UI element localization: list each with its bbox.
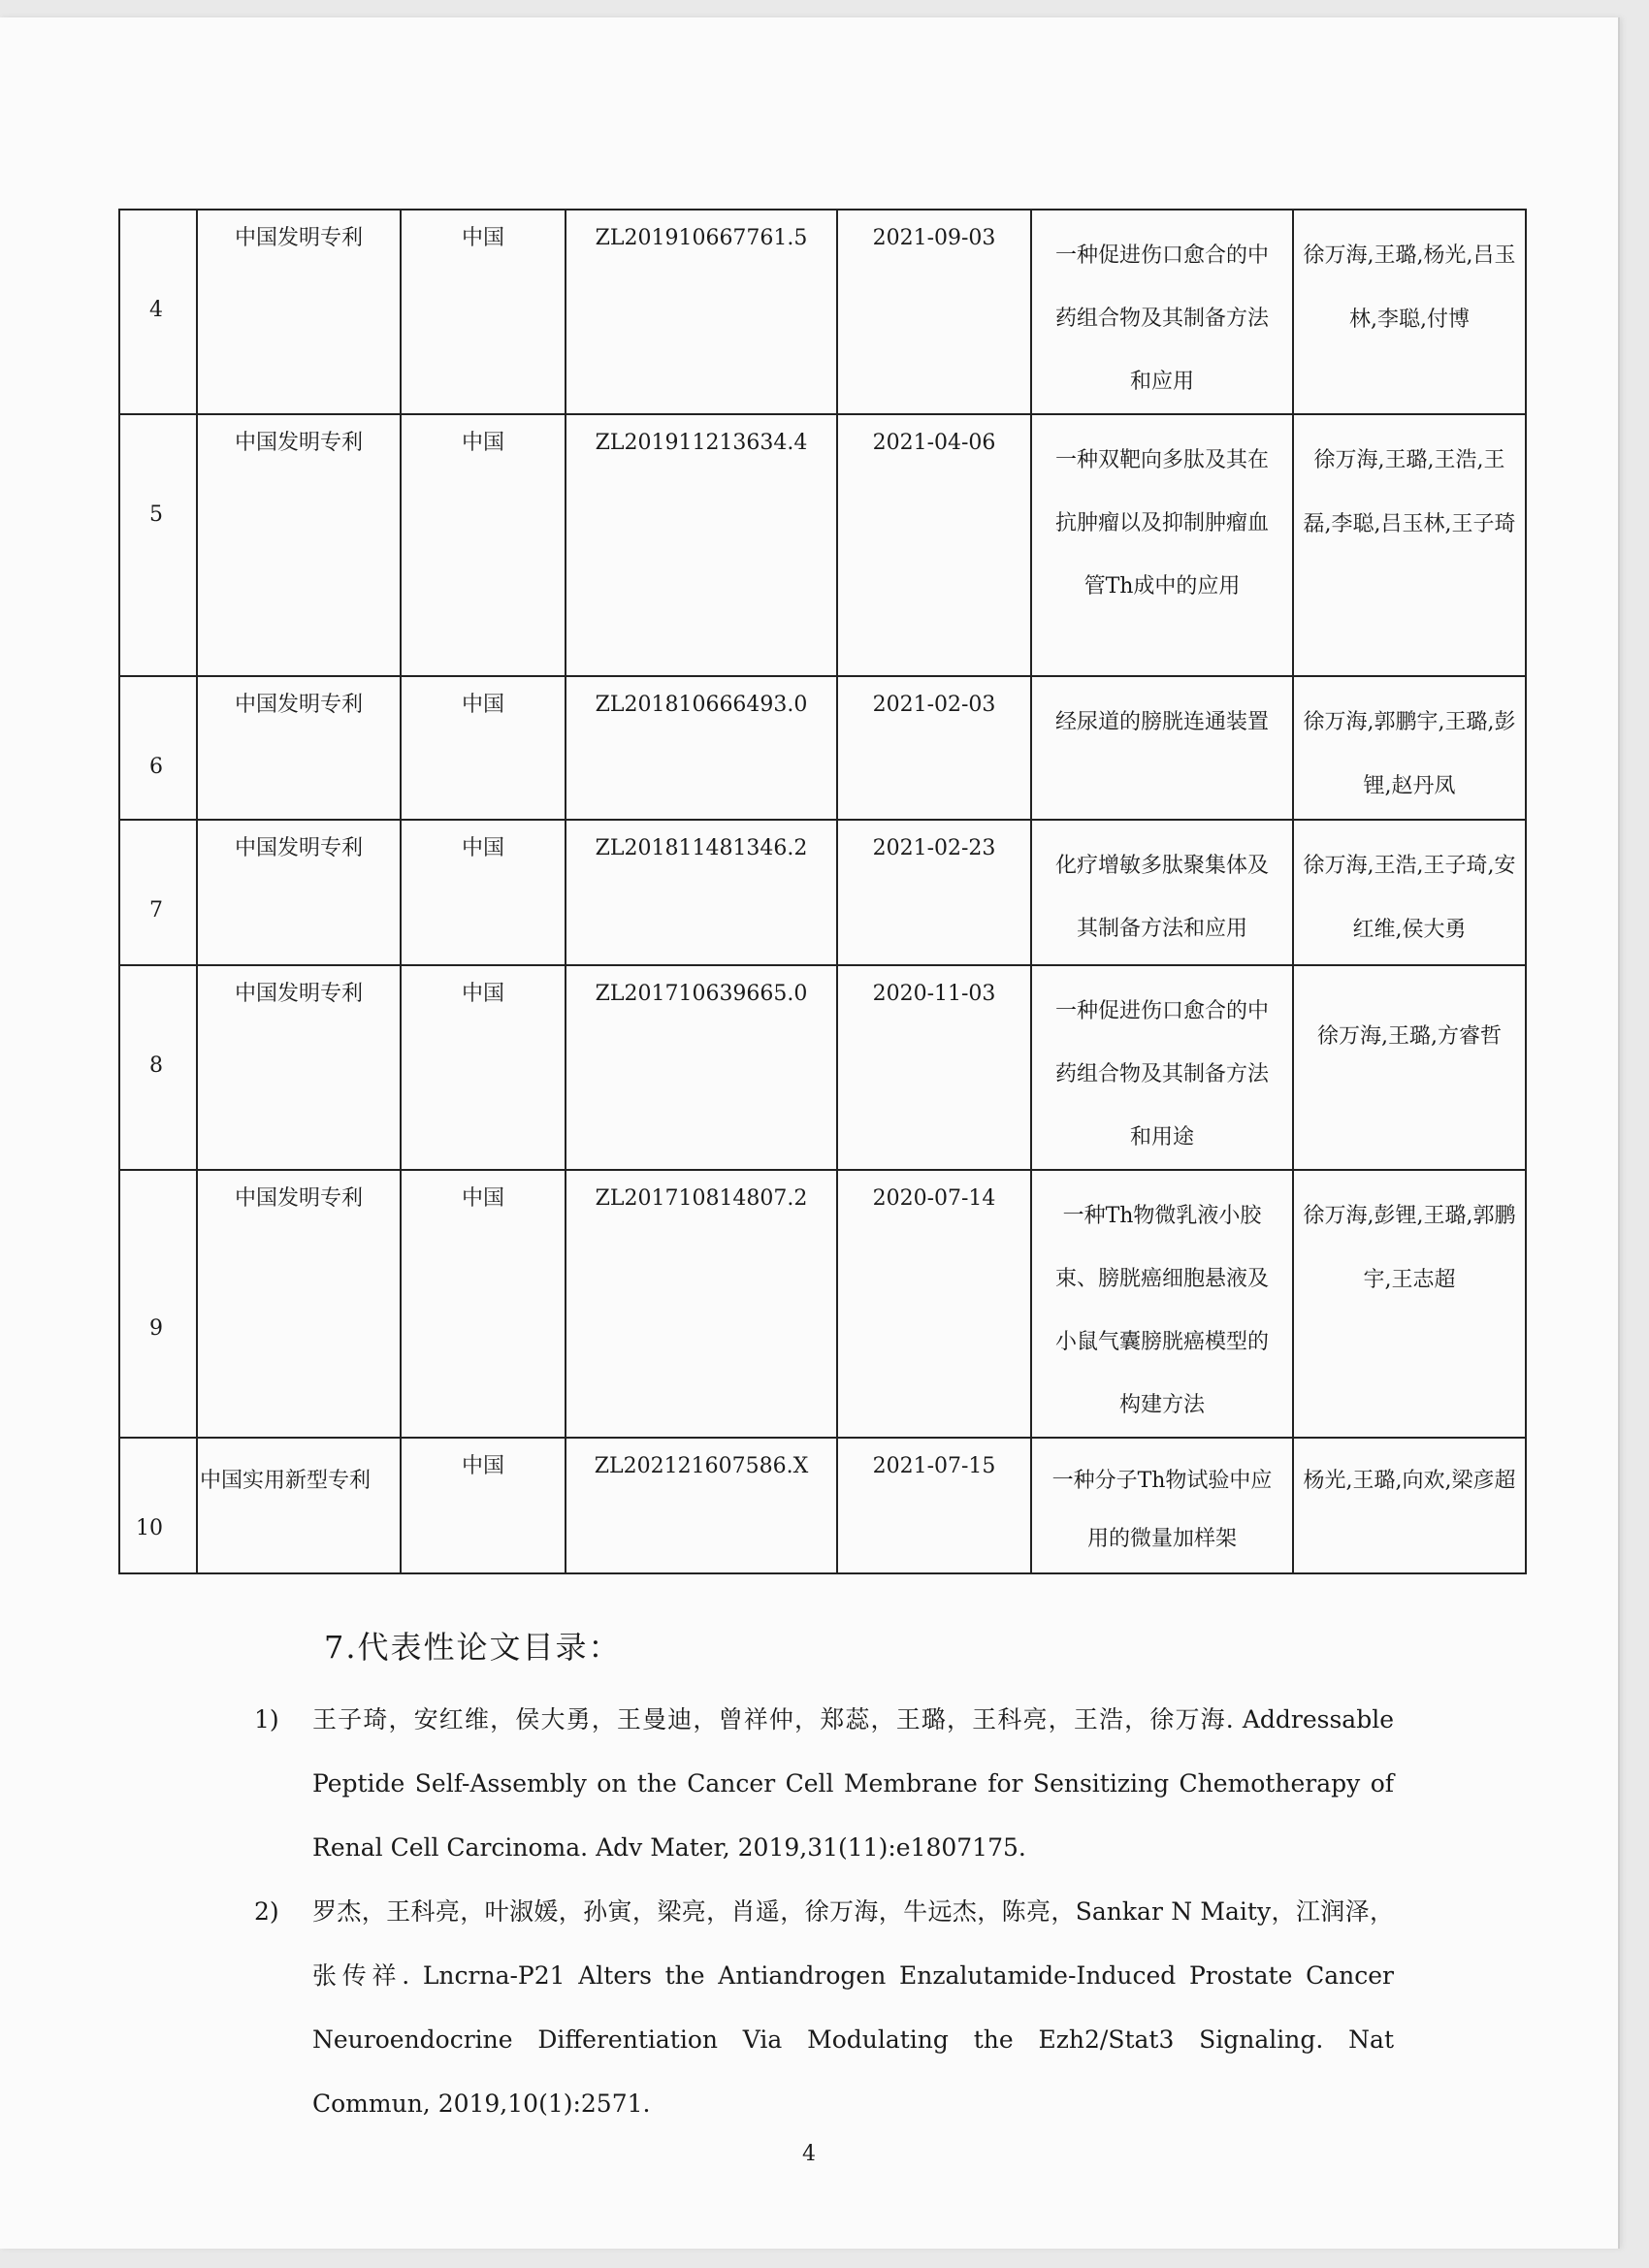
reference-list — [254, 1688, 1394, 2136]
table-row — [119, 1438, 1526, 1573]
reference-item — [254, 1688, 1394, 1880]
inventors-cell: 徐万海,王璐,王浩,王磊,李聪,吕玉林,王子琦 — [1293, 414, 1526, 676]
inventors-cell: 徐万海,郭鹏宇,王璐,彭锂,赵丹凤 — [1293, 676, 1526, 820]
patent-number-cell: ZL201911213634.4 — [566, 414, 837, 676]
patent-title-cell: 一种分子Th物试验中应用的微量加样架 — [1031, 1438, 1293, 1573]
grant-date-cell: 2021-07-15 — [837, 1438, 1031, 1573]
patent-type-cell: 中国发明专利 — [197, 820, 401, 965]
row-number-cell: 6 — [119, 676, 197, 820]
patent-type-cell: 中国发明专利 — [197, 414, 401, 676]
row-number-cell: 10 — [119, 1438, 197, 1573]
patent-title-cell: 一种促进伤口愈合的中药组合物及其制备方法和应用 — [1031, 210, 1293, 414]
inventors-cell: 徐万海,彭锂,王璐,郭鹏宇,王志超 — [1293, 1170, 1526, 1438]
table-row — [119, 820, 1526, 965]
row-number-cell: 5 — [119, 414, 197, 676]
document-page — [0, 17, 1620, 2249]
row-number-cell: 4 — [119, 210, 197, 414]
reference-item — [254, 1880, 1394, 2136]
patent-type-cell: 中国实用新型专利 — [197, 1438, 401, 1573]
table-row — [119, 1170, 1526, 1438]
patent-type-cell: 中国发明专利 — [197, 676, 401, 820]
reference-text: 王子琦，安红维，侯大勇，王曼迪，曾祥仲，郑蕊，王璐，王科亮，王浩，徐万海. Addressable Peptide Self-Assembly on the Cancer Cell Membrane for Sensitizing Chemotherapy of Renal Cell Carcinoma. Adv Mater, 2019,31(11):e1807175. — [312, 1705, 1394, 1862]
table-row — [119, 676, 1526, 820]
grant-date-cell: 2020-11-03 — [837, 965, 1031, 1170]
table-row — [119, 414, 1526, 676]
page-number: 4 — [802, 2142, 816, 2166]
grant-date-cell: 2021-02-23 — [837, 820, 1031, 965]
reference-number: 1) — [254, 1705, 279, 1733]
row-number-cell: 8 — [119, 965, 197, 1170]
country-cell: 中国 — [401, 965, 566, 1170]
inventors-cell: 徐万海,王璐,方睿哲 — [1293, 965, 1526, 1170]
grant-date-cell: 2021-04-06 — [837, 414, 1031, 676]
patent-table — [118, 209, 1527, 1574]
country-cell: 中国 — [401, 414, 566, 676]
row-number-cell: 9 — [119, 1170, 197, 1438]
patent-number-cell: ZL201910667761.5 — [566, 210, 837, 414]
section-title: 7.代表性论文目录： — [324, 1629, 622, 1666]
inventors-cell: 杨光,王璐,向欢,梁彦超 — [1293, 1438, 1526, 1573]
patent-number-cell: ZL201710639665.0 — [566, 965, 837, 1170]
patent-title-cell: 化疗增敏多肽聚集体及其制备方法和应用 — [1031, 820, 1293, 965]
patent-number-cell: ZL201810666493.0 — [566, 676, 837, 820]
patent-type-cell: 中国发明专利 — [197, 965, 401, 1170]
patent-title-cell: 一种Th物微乳液小胶束、膀胱癌细胞悬液及小鼠气囊膀胱癌模型的构建方法 — [1031, 1170, 1293, 1438]
row-number-cell: 7 — [119, 820, 197, 965]
patent-title-cell: 经尿道的膀胱连通装置 — [1031, 676, 1293, 820]
reference-number: 2) — [254, 1897, 279, 1926]
patent-type-cell: 中国发明专利 — [197, 1170, 401, 1438]
country-cell: 中国 — [401, 676, 566, 820]
patent-number-cell: ZL201710814807.2 — [566, 1170, 837, 1438]
patent-type-cell: 中国发明专利 — [197, 210, 401, 414]
patent-title-cell: 一种促进伤口愈合的中药组合物及其制备方法和用途 — [1031, 965, 1293, 1170]
patent-number-cell: ZL202121607586.X — [566, 1438, 837, 1573]
reference-text: 罗杰，王科亮，叶淑媛，孙寅，梁亮，肖遥，徐万海，牛远杰，陈亮，Sankar N Maity，江润泽，张传祥. Lncrna-P21 Alters the Antiandrogen Enzalutamide-Induced Prostate Cancer Neuroendocrine Differentiation Via Modulating the Ezh2/Stat3 Signaling. Nat Commun, 2019,10(1):2571. — [312, 1897, 1394, 2118]
grant-date-cell: 2021-09-03 — [837, 210, 1031, 414]
country-cell: 中国 — [401, 820, 566, 965]
patent-number-cell: ZL201811481346.2 — [566, 820, 837, 965]
inventors-cell: 徐万海,王浩,王子琦,安红维,侯大勇 — [1293, 820, 1526, 965]
country-cell: 中国 — [401, 1170, 566, 1438]
country-cell: 中国 — [401, 210, 566, 414]
grant-date-cell: 2020-07-14 — [837, 1170, 1031, 1438]
table-row — [119, 965, 1526, 1170]
inventors-cell: 徐万海,王璐,杨光,吕玉林,李聪,付博 — [1293, 210, 1526, 414]
patent-title-cell: 一种双靶向多肽及其在抗肿瘤以及抑制肿瘤血管Th成中的应用 — [1031, 414, 1293, 676]
grant-date-cell: 2021-02-03 — [837, 676, 1031, 820]
table-row — [119, 210, 1526, 414]
country-cell: 中国 — [401, 1438, 566, 1573]
